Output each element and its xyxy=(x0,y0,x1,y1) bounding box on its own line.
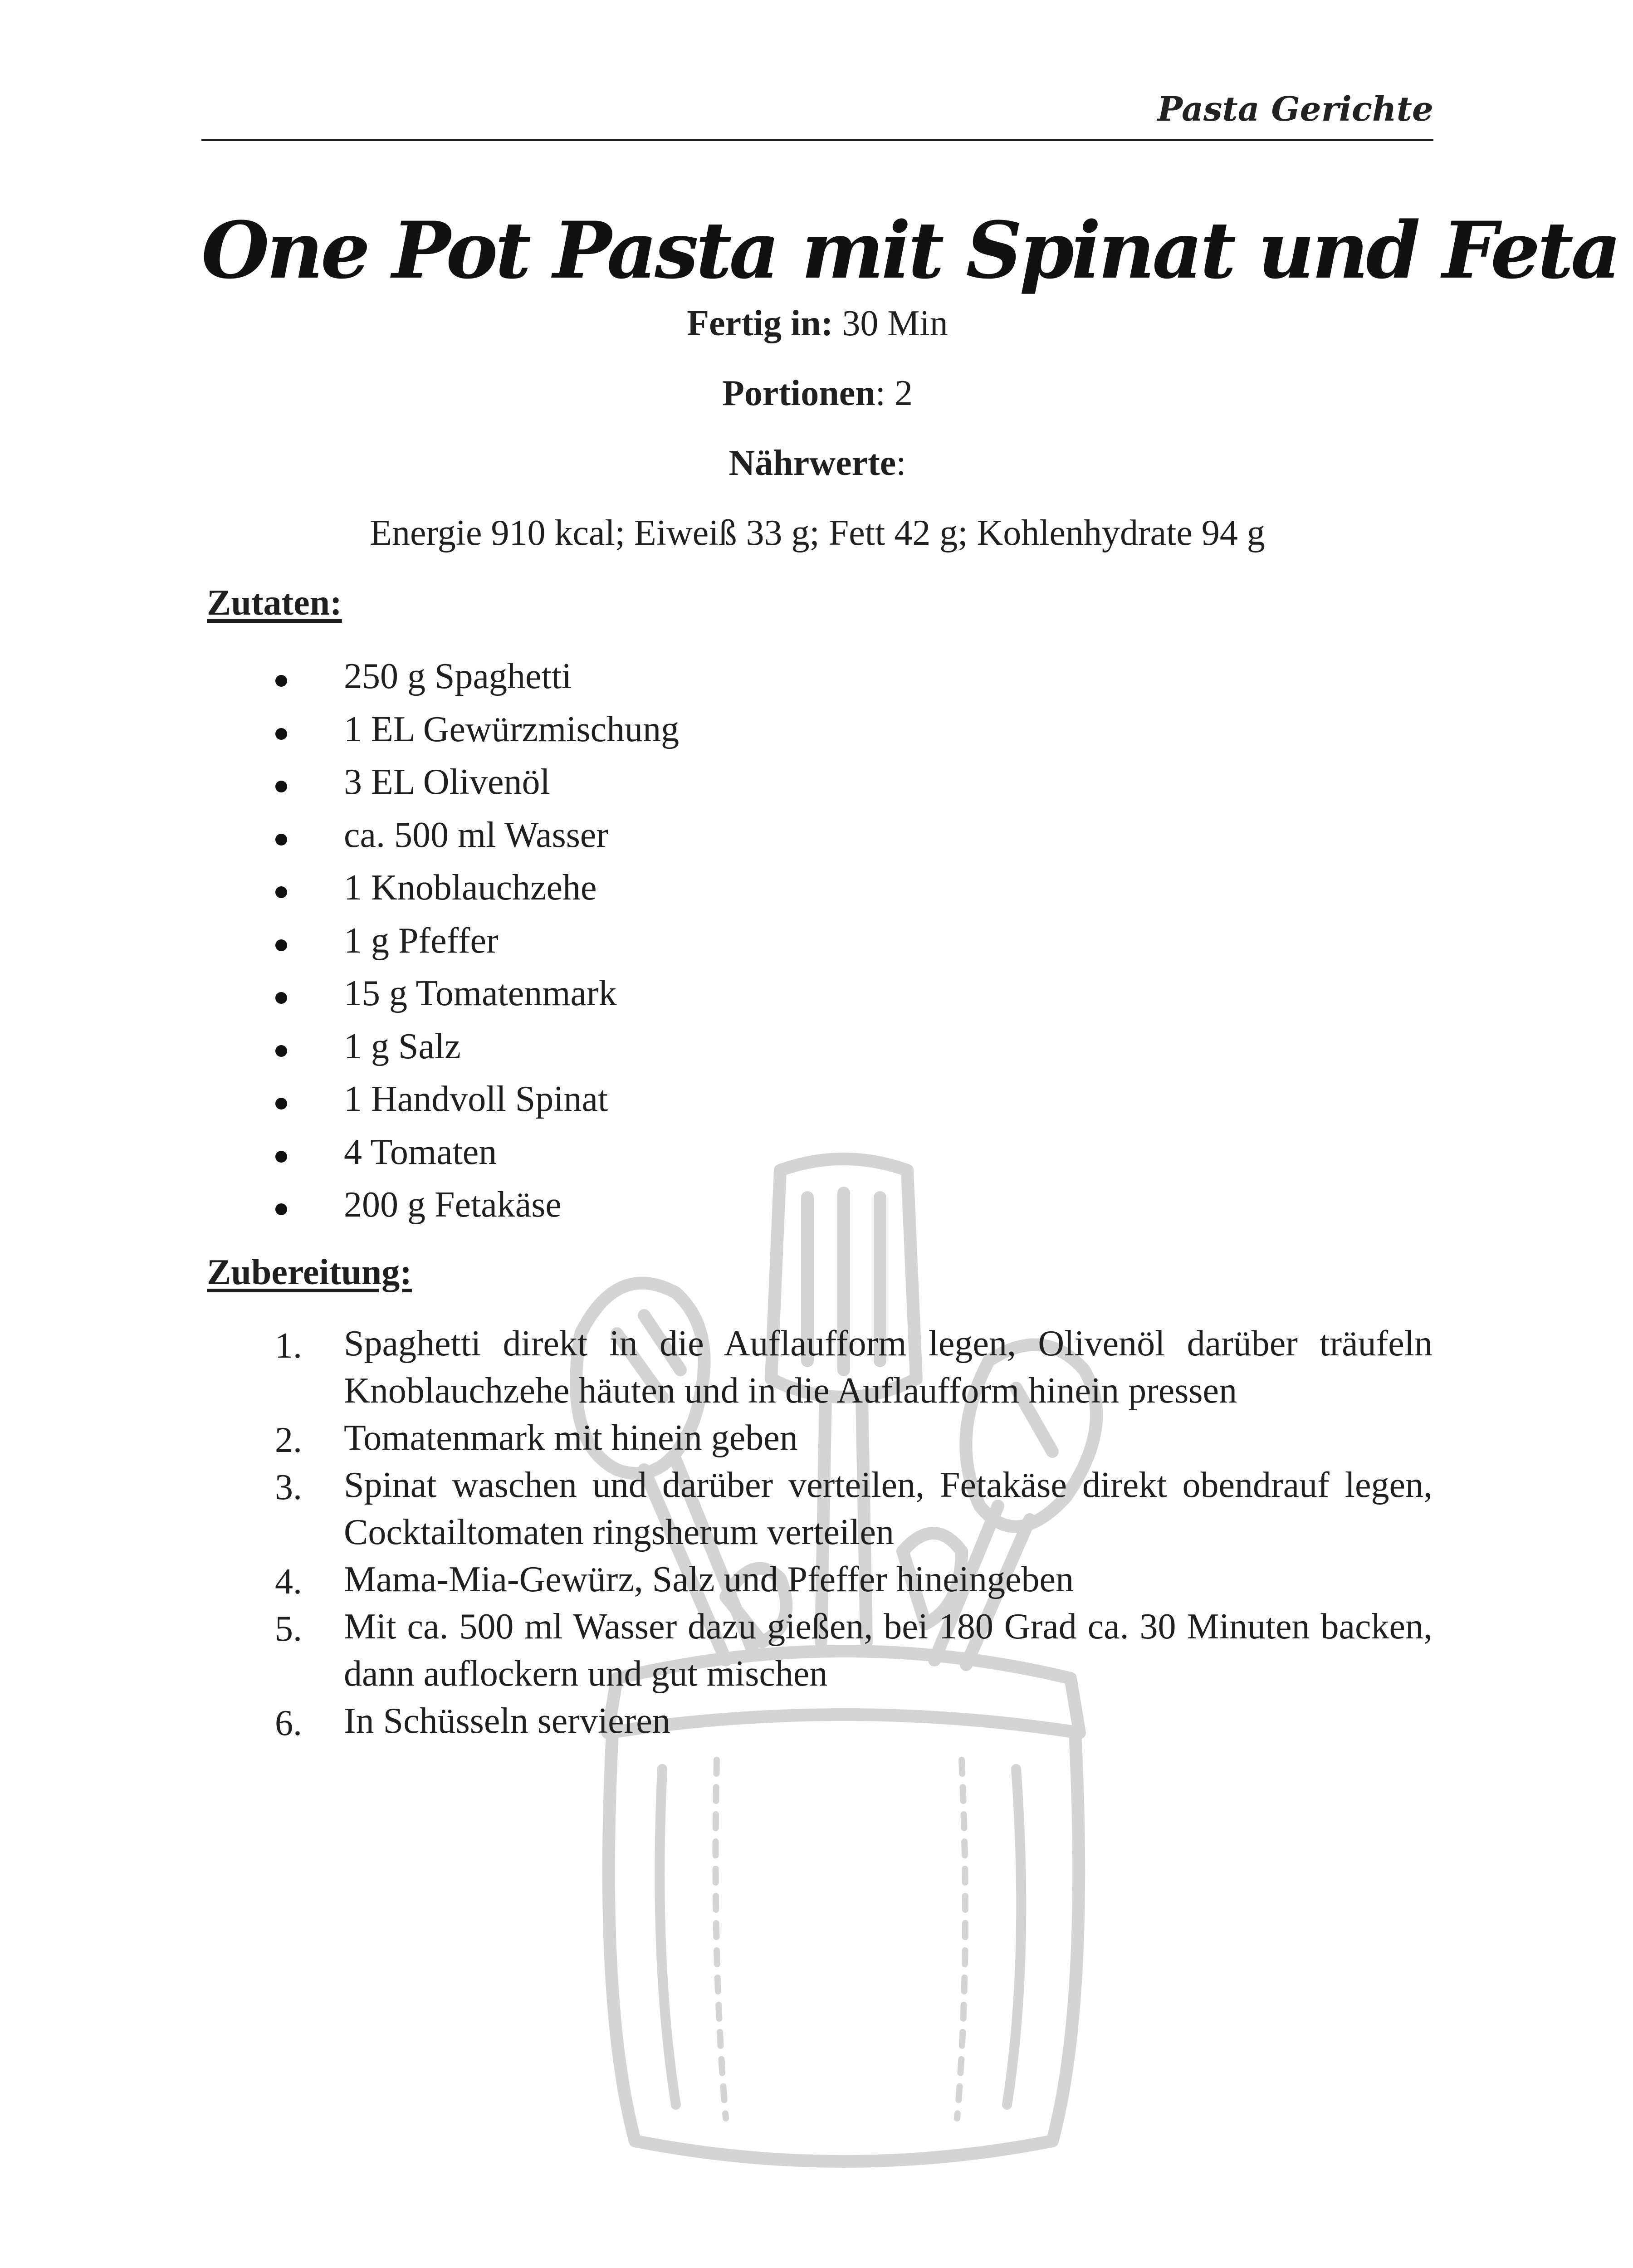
step-text: Spaghetti direkt in die Auflaufform legen, Olivenöl darüber träufeln Knoblauchzehe häuten und in die Auflaufform hinein pressen xyxy=(344,1324,1433,1411)
bullet-icon xyxy=(275,834,287,846)
servings-label: Portionen xyxy=(722,373,875,413)
step-number: 3. xyxy=(275,1467,302,1507)
bullet-icon xyxy=(275,1098,287,1110)
nutrition-values: Energie 910 kcal; Eiweiß 33 g; Fett 42 g; Kohlenhydrate 94 g xyxy=(370,513,1265,553)
step-text: Spinat waschen und darüber verteilen, Fetakäse direkt obendrauf legen, Cocktailtomaten ringsherum verteilen xyxy=(344,1465,1433,1552)
bullet-icon xyxy=(275,1151,287,1163)
ingredient-item: 1 EL Gewürzmischung xyxy=(344,709,680,749)
step-text: Mit ca. 500 ml Wasser dazu gießen, bei 180 Grad ca. 30 Minuten backen, dann auflockern und gut mischen xyxy=(344,1607,1433,1694)
step-number: 5. xyxy=(275,1609,302,1649)
bullet-icon xyxy=(275,1045,287,1057)
bullet-icon xyxy=(275,675,287,687)
ingredient-item: 4 Tomaten xyxy=(344,1132,497,1172)
prep-time-value: 30 Min xyxy=(842,303,948,343)
preparation-heading: Zubereitung: xyxy=(207,1252,412,1292)
nutrition-heading xyxy=(201,443,1433,484)
ingredient-item: 15 g Tomatenmark xyxy=(344,973,617,1013)
ingredient-item: 250 g Spaghetti xyxy=(344,656,572,696)
bullet-icon xyxy=(275,781,287,792)
nutrition-label: Nährwerte xyxy=(728,443,896,483)
step-number: 4. xyxy=(275,1562,302,1602)
step-text: In Schüsseln servieren xyxy=(344,1701,670,1741)
ingredient-item: 1 Knoblauchzehe xyxy=(344,868,597,908)
nutrition-colon: : xyxy=(896,443,906,483)
header-rule xyxy=(201,139,1433,141)
step-text: Mama-Mia-Gewürz, Salz und Pfeffer hineingeben xyxy=(344,1559,1074,1599)
bullet-icon xyxy=(275,1203,287,1215)
prep-time-label: Fertig in: xyxy=(687,303,833,343)
running-header: Pasta Gerichte xyxy=(1157,90,1433,129)
bullet-icon xyxy=(275,939,287,951)
ingredient-item: 3 EL Olivenöl xyxy=(344,762,550,802)
bullet-icon xyxy=(275,886,287,898)
step-number: 1. xyxy=(275,1326,302,1366)
bullet-icon xyxy=(275,728,287,740)
ingredient-item: 200 g Fetakäse xyxy=(344,1185,562,1225)
ingredient-item: ca. 500 ml Wasser xyxy=(344,815,609,855)
step-number: 2. xyxy=(275,1420,302,1460)
prep-time xyxy=(201,303,1433,344)
step-text: Tomatenmark mit hinein geben xyxy=(344,1418,798,1458)
bullet-icon xyxy=(275,992,287,1004)
recipe-title: One Pot Pasta mit Spinat und Feta xyxy=(201,204,1619,296)
servings xyxy=(201,373,1433,414)
ingredient-item: 1 g Salz xyxy=(344,1026,461,1066)
ingredient-item: 1 Handvoll Spinat xyxy=(344,1079,608,1119)
servings-value: : 2 xyxy=(875,373,913,413)
ingredients-heading: Zutaten: xyxy=(207,583,342,623)
ingredient-item: 1 g Pfeffer xyxy=(344,920,499,961)
step-number: 6. xyxy=(275,1703,302,1743)
